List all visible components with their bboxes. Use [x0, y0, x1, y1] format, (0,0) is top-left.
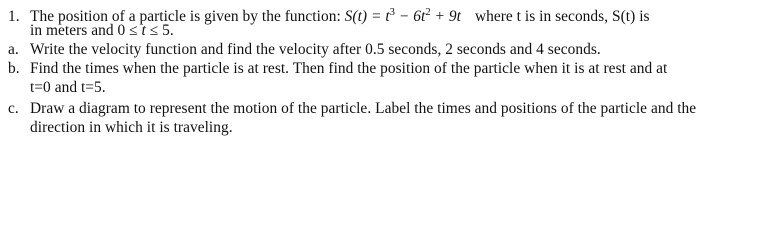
- domain-text-a: in meters and 0 ≤: [30, 22, 138, 39]
- part-a-letter: a.: [8, 41, 19, 58]
- part-a-text: Write the velocity function and find the velocity after 0.5 seconds, 2 seconds and 4 seconds.: [30, 41, 601, 58]
- part-b-text-cont: t=0 and t=5.: [30, 79, 106, 96]
- part-c-continuation: [30, 119, 233, 137]
- function-expression: [345, 8, 461, 25]
- question-intro: The position of a particle is given by the function:: [30, 8, 341, 25]
- function-equals: =: [371, 8, 382, 25]
- exponent-3: 3: [389, 7, 395, 18]
- part-c-text: Draw a diagram to represent the motion of the particle. Label the times and positions of the particle and the: [30, 100, 697, 117]
- term-plus-9t: + 9t: [434, 8, 461, 25]
- question-intro-after: where t is in seconds, S(t) is: [474, 8, 650, 25]
- term-minus-6: − 6: [398, 8, 421, 25]
- part-a: [8, 41, 601, 59]
- term-t-cubed: t: [385, 8, 390, 25]
- domain-text-b: ≤ 5.: [149, 22, 174, 39]
- part-c-letter: c.: [8, 100, 19, 117]
- part-b-text: Find the times when the particle is at rest. Then find the position of the particle when it is at rest and at: [30, 60, 668, 77]
- part-b-continuation: [30, 79, 106, 97]
- question-1-line-2: [30, 22, 174, 40]
- function-name: S(t): [344, 8, 368, 25]
- part-c: [8, 100, 696, 118]
- exponent-2: 2: [425, 7, 431, 18]
- part-b-letter: b.: [8, 60, 20, 77]
- part-c-text-cont: direction in which it is traveling.: [30, 119, 233, 136]
- domain-variable: t: [141, 22, 146, 39]
- term-t-squared: t: [420, 8, 426, 25]
- part-b: [8, 60, 667, 78]
- question-number: 1.: [8, 8, 20, 25]
